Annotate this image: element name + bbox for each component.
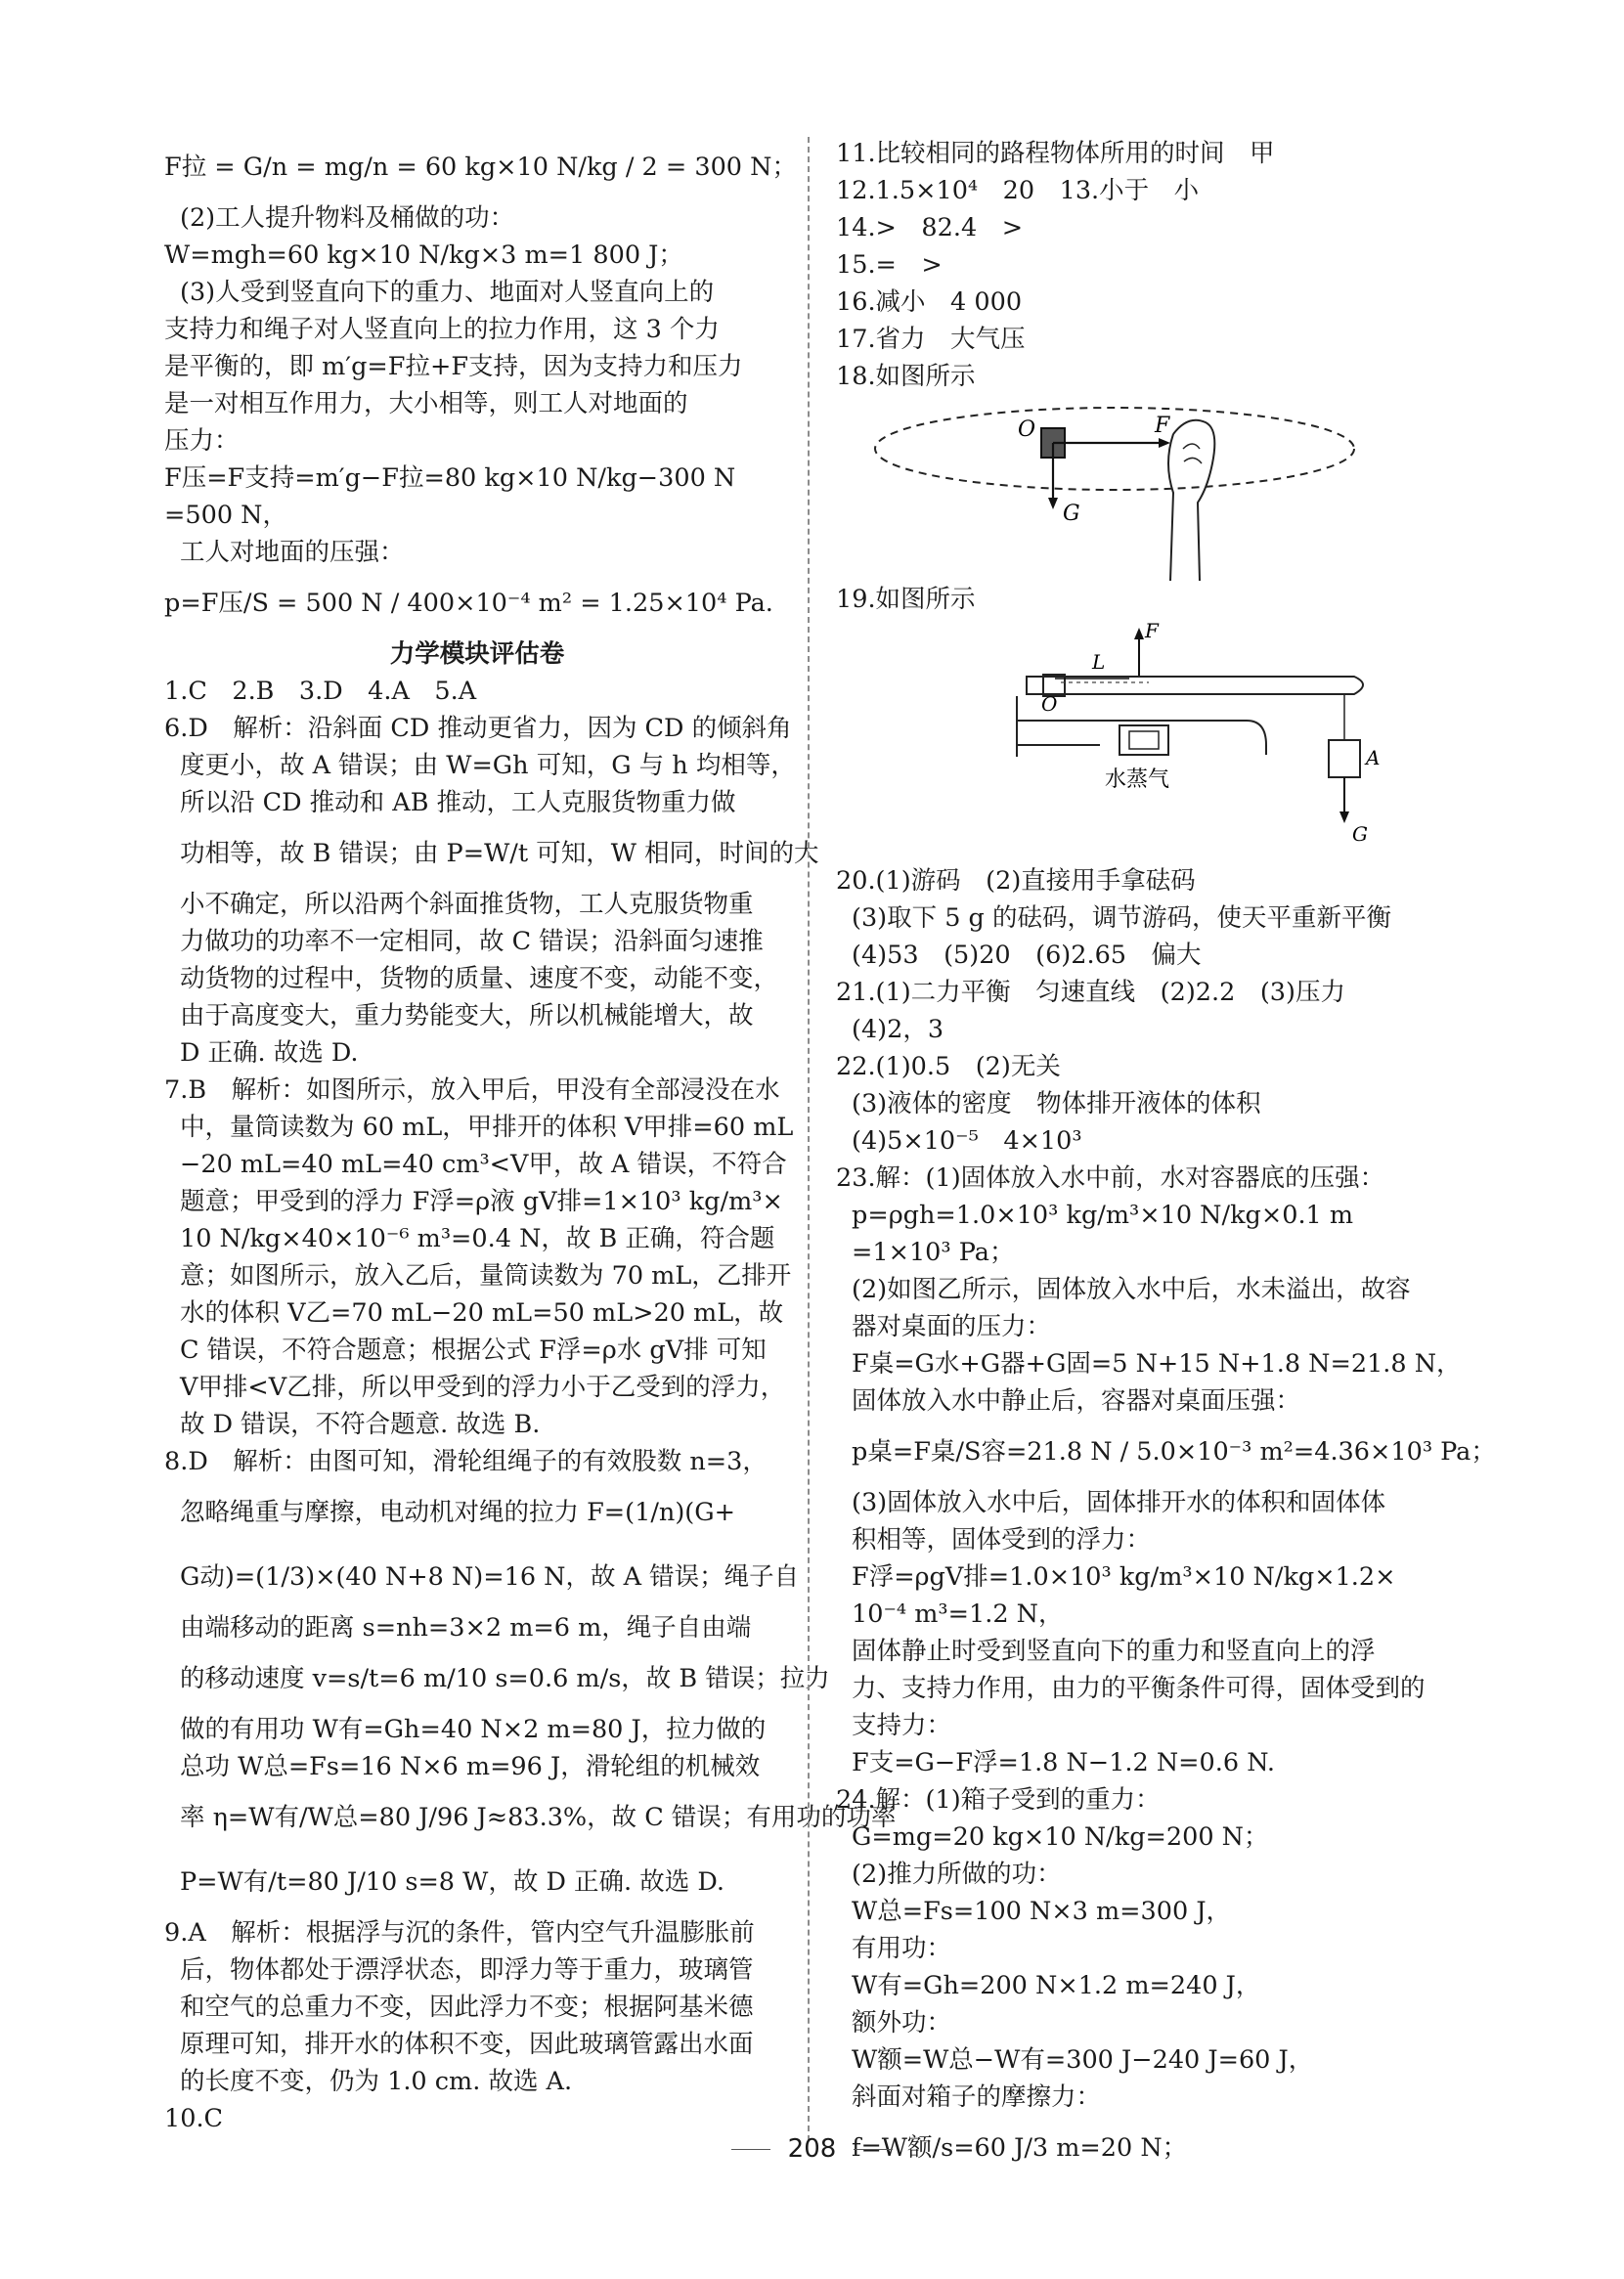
answer-line: P=W有/t=80 J/10 s=8 W，故 D 正确. 故选 D. — [180, 1867, 724, 1897]
answer-line: 是一对相互作用力，大小相等，则工人对地面的 — [164, 389, 688, 418]
answer-line: 和空气的总重力不变，因此浮力不变；根据阿基米德 — [180, 1993, 754, 2022]
right-column — [836, 135, 1496, 2180]
answer-line: p桌=F桌/S容=21.8 N / 5.0×10⁻³ m²=4.36×10³ Pa； — [852, 1437, 1496, 1467]
answer-line: 由于高度变大，重力势能变大，所以机械能增大，故 — [180, 1001, 754, 1030]
answer-line: 率 η=W有/W总=80 J/96 J≈83.3%，故 C 错误；有用功的功率 — [180, 1803, 897, 1832]
answer-line: (3)人受到竖直向下的重力、地面对人竖直向上的 — [180, 278, 715, 307]
answer-line: (4)2，3 — [852, 1015, 944, 1044]
answer-item: 1.C 2.B 3.D 4.A 5.A — [164, 677, 477, 706]
answer-item: 21.(1)二力平衡 匀速直线 (2)2.2 (3)压力 — [836, 978, 1345, 1007]
answer-item: 19.如图所示 — [836, 585, 976, 614]
answer-line: (4)5×10⁻⁵ 4×10³ — [852, 1126, 1082, 1156]
answer-line: F拉 = G/n = mg/n = 60 kg×10 N/kg / 2 = 300 N； — [164, 153, 797, 182]
answer-line: 后，物体都处于漂浮状态，即浮力等于重力，玻璃管 — [180, 1955, 754, 1985]
answer-line: (3)固体放入水中后，固体排开水的体积和固体体 — [852, 1488, 1386, 1517]
answer-line: 做的有用功 W有=Gh=40 N×2 m=80 J，拉力做的 — [180, 1715, 767, 1744]
answer-line: 固体放入水中静止后，容器对桌面压强： — [852, 1386, 1301, 1416]
answer-item: 9.A 解析：根据浮与沉的条件，管内空气升温膨胀前 — [164, 1918, 755, 1948]
answer-line: (3)液体的密度 物体排开液体的体积 — [852, 1089, 1261, 1118]
answer-item: 11.比较相同的路程物体所用的时间 甲 — [836, 139, 1275, 168]
answer-line: 是平衡的，即 m′g=F拉+F支持，因为支持力和压力 — [164, 352, 743, 381]
answer-line: 10⁻⁴ m³=1.2 N， — [852, 1600, 1064, 1629]
answer-item: 24.解：(1)箱子受到的重力： — [836, 1785, 1161, 1815]
answer-item: 16.减小 4 000 — [836, 287, 1023, 317]
fig19-label-g: G — [1352, 822, 1368, 846]
page-number — [0, 2134, 1624, 2164]
answer-line: 斜面对箱子的摩擦力： — [852, 2082, 1102, 2112]
answer-line: 支持力和绳子对人竖直向上的拉力作用，这 3 个力 — [164, 315, 720, 344]
fig18-label-f: F — [1155, 414, 1170, 438]
answer-line: f=W额/s=60 J/3 m=20 N； — [852, 2133, 1188, 2163]
answer-item: 10.C — [164, 2104, 224, 2133]
answer-line: 中，量筒读数为 60 mL，甲排开的体积 V甲排=60 mL — [180, 1113, 794, 1142]
answer-line: (2)推力所做的功： — [852, 1860, 1062, 1889]
answer-line: 力做功的功率不一定相同，故 C 错误；沿斜面匀速推 — [180, 927, 764, 956]
answer-line: =1×10³ Pa； — [852, 1238, 1015, 1267]
answer-line: 功相等，故 B 错误；由 P=W/t 可知，W 相同，时间的大 — [180, 839, 819, 868]
answer-line: 额外功： — [852, 2008, 952, 2038]
answer-line: 动货物的过程中，货物的质量、速度不变，动能不变， — [180, 964, 779, 993]
answer-line: 工人对地面的压强： — [180, 538, 405, 567]
answer-line: G=mg=20 kg×10 N/kg=200 N； — [852, 1822, 1269, 1852]
answer-item: 8.D 解析：由图可知，滑轮组绳子的有效股数 n=3， — [164, 1447, 768, 1476]
answer-line: 故 D 错误，不符合题意. 故选 B. — [180, 1410, 541, 1439]
answer-line: 意；如图所示，放入乙后，量筒读数为 70 mL，乙排开 — [180, 1261, 792, 1291]
answer-line: 水的体积 V乙=70 mL−20 mL=50 mL>20 mL，故 — [180, 1298, 784, 1328]
section-heading: 力学模块评估卷 — [389, 639, 565, 669]
fig19-label-steam: 水蒸气 — [1105, 767, 1170, 792]
answer-line: −20 mL=40 mL=40 cm³<V甲，故 A 错误，不符合 — [180, 1150, 787, 1179]
answer-item: 17.省力 大气压 — [836, 325, 1026, 354]
figure-19 — [836, 618, 1462, 862]
answer-line: 支持力： — [852, 1711, 952, 1740]
answer-line: (2)工人提升物料及桶做的功： — [180, 203, 515, 233]
answer-line: V甲排<V乙排，所以甲受到的浮力小于乙受到的浮力， — [180, 1373, 786, 1402]
answer-item: 7.B 解析：如图所示，放入甲后，甲没有全部浸没在水 — [164, 1075, 780, 1105]
answer-item: 20.(1)游码 (2)直接用手拿砝码 — [836, 866, 1196, 896]
fig19-label-f: F — [1145, 619, 1159, 642]
answer-line: W有=Gh=200 N×1.2 m=240 J， — [852, 1971, 1261, 2000]
answer-line: 题意；甲受到的浮力 F浮=ρ液 gV排=1×10³ kg/m³× — [180, 1187, 783, 1216]
answer-line: 10 N/kg×40×10⁻⁶ m³=0.4 N，故 B 正确，符合题 — [180, 1224, 775, 1253]
fig19-label-o: O — [1041, 692, 1058, 716]
answer-line: F压=F支持=m′g−F拉=80 kg×10 N/kg−300 N — [164, 463, 736, 493]
page-number-value: 208 — [787, 2134, 837, 2164]
answer-line: =500 N， — [164, 501, 287, 530]
answer-line: W=mgh=60 kg×10 N/kg×3 m=1 800 J； — [164, 241, 683, 270]
column-divider — [808, 137, 810, 2141]
answer-line: 压力： — [164, 426, 240, 456]
answer-line: 原理可知，排开水的体积不变，因此玻璃管露出水面 — [180, 2030, 754, 2059]
answer-line: D 正确. 故选 D. — [180, 1038, 359, 1068]
fig19-label-l: L — [1092, 650, 1106, 674]
answer-line: 总功 W总=Fs=16 N×6 m=96 J，滑轮组的机械效 — [180, 1752, 761, 1781]
answer-line: 小不确定，所以沿两个斜面推货物，工人克服货物重 — [180, 890, 754, 919]
answer-line: G动)=(1/3)×(40 N+8 N)=16 N，故 A 错误；绳子自 — [180, 1562, 800, 1592]
answer-line: (2)如图乙所示，固体放入水中后，水未溢出，故容 — [852, 1275, 1411, 1304]
answer-line: p=F压/S = 500 N / 400×10⁻⁴ m² = 1.25×10⁴ Pa. — [164, 589, 773, 618]
answer-item: 22.(1)0.5 (2)无关 — [836, 1052, 1061, 1081]
answer-item: 18.如图所示 — [836, 362, 976, 391]
answer-line: 力、支持力作用，由力的平衡条件可得，固体受到的 — [852, 1674, 1426, 1703]
answer-line: 由端移动的距离 s=nh=3×2 m=6 m，绳子自由端 — [180, 1613, 752, 1643]
answer-line: W额=W总−W有=300 J−240 J=60 J， — [852, 2045, 1314, 2075]
answer-line: 度更小，故 A 错误；由 W=Gh 可知，G 与 h 均相等， — [180, 751, 796, 780]
answer-line: W总=Fs=100 N×3 m=300 J， — [852, 1897, 1232, 1926]
answer-item: 23.解：(1)固体放入水中前，水对容器底的压强： — [836, 1163, 1385, 1193]
figure-19-diagram — [836, 618, 1462, 862]
answer-item: 14.> 82.4 > — [836, 213, 1024, 242]
figure-18 — [836, 395, 1462, 581]
answer-line: 积相等，固体受到的浮力： — [852, 1525, 1152, 1555]
answer-item: 12.1.5×10⁴ 20 13.小于 小 — [836, 176, 1200, 205]
answer-line: F桌=G水+G器+G固=5 N+15 N+1.8 N=21.8 N， — [852, 1349, 1462, 1379]
answer-item: 15.= > — [836, 250, 943, 280]
figure-18-diagram — [836, 395, 1462, 581]
answer-line: p=ρgh=1.0×10³ kg/m³×10 N/kg×0.1 m — [852, 1201, 1354, 1230]
answer-line: 忽略绳重与摩擦，电动机对绳的拉力 F=(1/n)(G+ — [180, 1498, 735, 1527]
answer-item: 6.D 解析：沿斜面 CD 推动更省力，因为 CD 的倾斜角 — [164, 714, 792, 743]
fig18-label-g: G — [1063, 502, 1080, 526]
answer-line: 器对桌面的压力： — [852, 1312, 1052, 1341]
answer-line: 固体静止时受到竖直向下的重力和竖直向上的浮 — [852, 1637, 1376, 1666]
fig19-label-a: A — [1366, 746, 1381, 769]
answer-line: 有用功： — [852, 1934, 952, 1963]
answer-line: 的长度不变，仍为 1.0 cm. 故选 A. — [180, 2067, 573, 2096]
answer-line: F支=G−F浮=1.8 N−1.2 N=0.6 N. — [852, 1748, 1275, 1777]
fig18-label-o: O — [1018, 417, 1036, 442]
answer-line: F浮=ρgV排=1.0×10³ kg/m³×10 N/kg×1.2× — [852, 1562, 1396, 1592]
answer-line: 所以沿 CD 推动和 AB 推动，工人克服货物重力做 — [180, 788, 736, 817]
answer-line: (4)53 (5)20 (6)2.65 偏大 — [852, 941, 1202, 970]
answer-line: (3)取下 5 g 的砝码，调节游码，使天平重新平衡 — [852, 903, 1391, 933]
answer-line: C 错误，不符合题意；根据公式 F浮=ρ水 gV排 可知 — [180, 1336, 767, 1365]
answer-line: 的移动速度 v=s/t=6 m/10 s=0.6 m/s，故 B 错误；拉力 — [180, 1664, 830, 1693]
